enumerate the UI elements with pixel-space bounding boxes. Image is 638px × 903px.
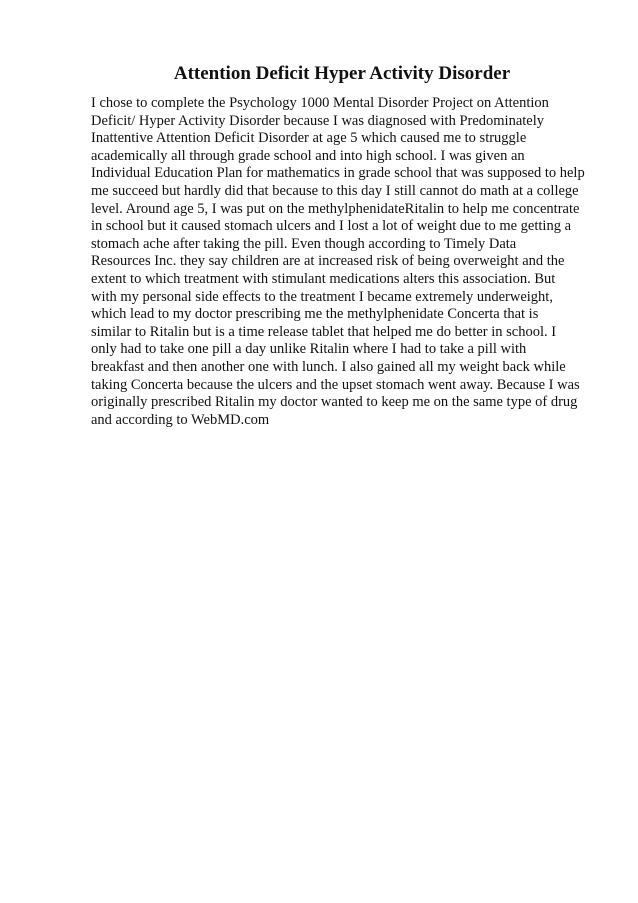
body-line: only had to take one pill a day unlike Ritalin where I had to take a pill with [91,341,527,358]
body-line: which lead to my doctor prescribing me the methylphenidate Concerta that is [91,306,539,323]
body-line: breakfast and then another one with lunch. I also gained all my weight back while [91,358,566,375]
body-line: Individual Education Plan for mathematics in grade school that was supposed to help [91,165,585,182]
body-line: originally prescribed Ritalin my doctor wanted to keep me on the same type of drug [91,394,578,411]
body-line: Resources Inc. they say children are at increased risk of being overweight and the [91,253,565,270]
body-line: academically all through grade school and into high school. I was given an [91,147,525,164]
body-line: stomach ache after taking the pill. Even though according to Timely Data [91,235,517,252]
body-line: Deficit/ Hyper Activity Disorder because I was diagnosed with Predominately [91,112,545,129]
body-line: with my personal side effects to the treatment I became extremely underweight, [91,288,553,305]
document-body [91,95,585,429]
body-line: me succeed but hardly did that because to this day I still cannot do math at a college [91,182,579,199]
body-line: taking Concerta because the ulcers and the upset stomach went away. Because I was [91,376,580,393]
body-line: and according to WebMD.com [91,411,270,428]
body-line: Inattentive Attention Deficit Disorder at age 5 which caused me to struggle [91,130,527,147]
body-line: similar to Ritalin but is a time release tablet that helped me do better in school. I [91,323,557,340]
body-line: I chose to complete the Psychology 1000 Mental Disorder Project on Attention [91,95,549,111]
document-title: Attention Deficit Hyper Activity Disorder [173,63,511,84]
body-line: level. Around age 5, I was put on the methylphenidateRitalin to help me concentrate [91,200,580,217]
body-line: extent to which treatment with stimulant medications alters this association. But [91,270,556,287]
body-line: in school but it caused stomach ulcers and I lost a lot of weight due to me getting a [91,218,572,235]
